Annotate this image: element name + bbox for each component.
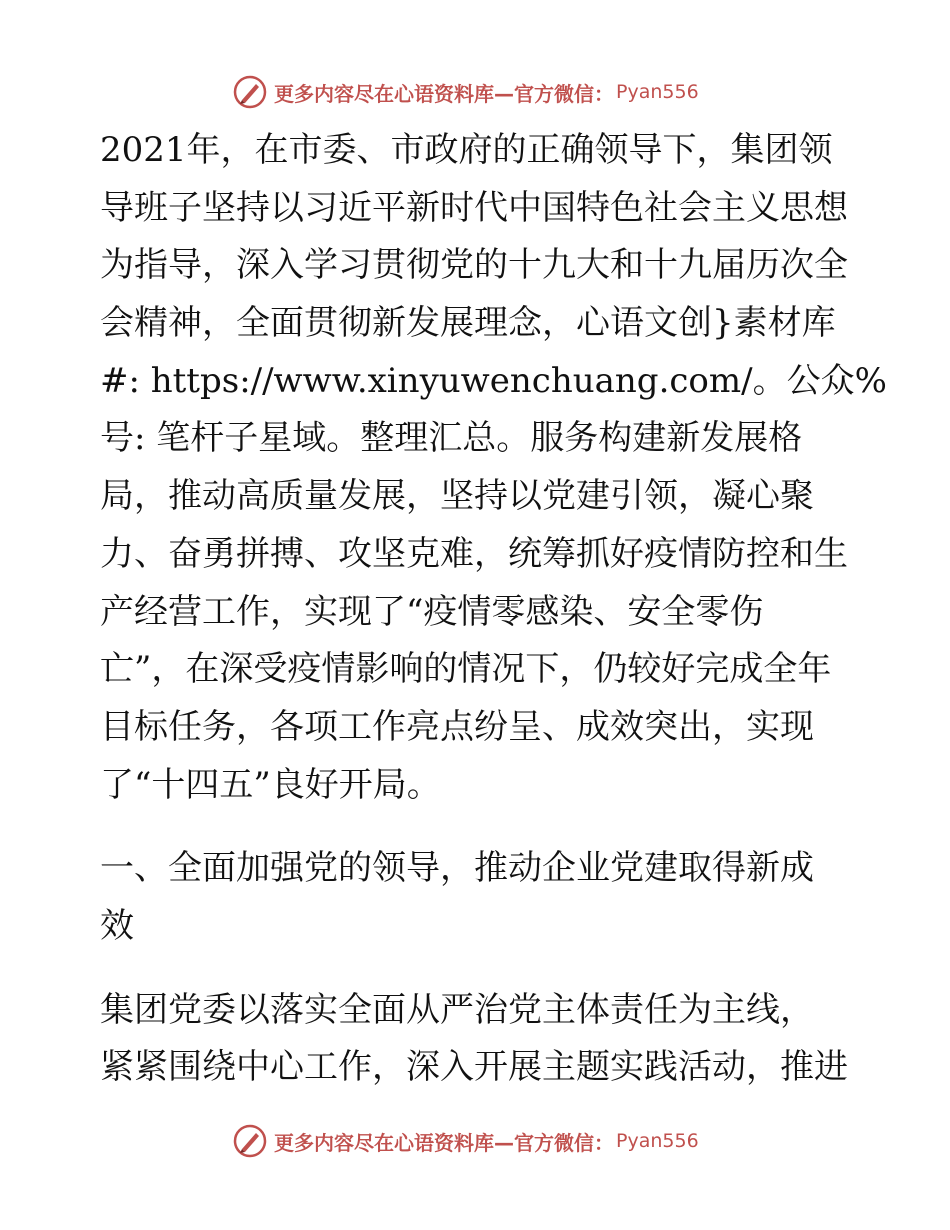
text-line: 2021年，在市委、市政府的正确领导下，集团领 [100, 130, 833, 170]
heading-line: 效 [100, 905, 134, 946]
banner-wechat-id: Pyan556 [616, 1130, 699, 1152]
text-line: 亡”，在深受疫情影响的情况下，仍较好完成全年 [100, 649, 832, 690]
pen-logo-icon [232, 74, 268, 110]
text-line: 目标任务，各项工作亮点纷呈、成效突出，实现 [100, 706, 814, 747]
text-line: 集团党委以落实全面从严治党主体责任为主线， [100, 989, 814, 1030]
text-line: 了“十四五”良好开局。 [100, 764, 441, 805]
header-banner [232, 72, 732, 112]
heading-line: 一、全面加强党的领导，推动企业党建取得新成 [100, 848, 814, 889]
text-line: 导班子坚持以习近平新时代中国特色社会主义思想 [100, 187, 848, 228]
paragraph-party-committee [100, 982, 860, 1097]
text-line: 会精神，全面贯彻新发展理念，心语文创}素材库 [100, 303, 836, 344]
banner-wechat-id: Pyan556 [616, 81, 699, 103]
text-line: 为指导，深入学习贯彻党的十九大和十九届历次全 [100, 245, 848, 286]
text-line: 号: 笔杆子星域。整理汇总。服务构建新发展格 [100, 418, 803, 459]
banner-text: 更多内容尽在心语资料库—官方微信： [274, 1130, 614, 1155]
document-body [100, 122, 887, 1097]
text-line: #: https://www.xinyuwenchuang.com/。公众% [100, 360, 887, 401]
text-line: 力、奋勇拼搏、攻坚克难，统筹抓好疫情防控和生 [100, 533, 848, 574]
paragraph-intro [100, 122, 887, 814]
text-line: 局，推动高质量发展，坚持以党建引领，凝心聚 [100, 476, 814, 517]
banner-text: 更多内容尽在心语资料库—官方微信： [274, 81, 614, 106]
text-line: 产经营工作，实现了“疫情零感染、安全零伤 [100, 591, 764, 632]
section-heading [100, 840, 860, 955]
footer-banner [232, 1121, 732, 1161]
text-line: 紧紧围绕中心工作，深入开展主题实践活动，推进 [100, 1047, 848, 1088]
pen-logo-icon [232, 1123, 268, 1159]
